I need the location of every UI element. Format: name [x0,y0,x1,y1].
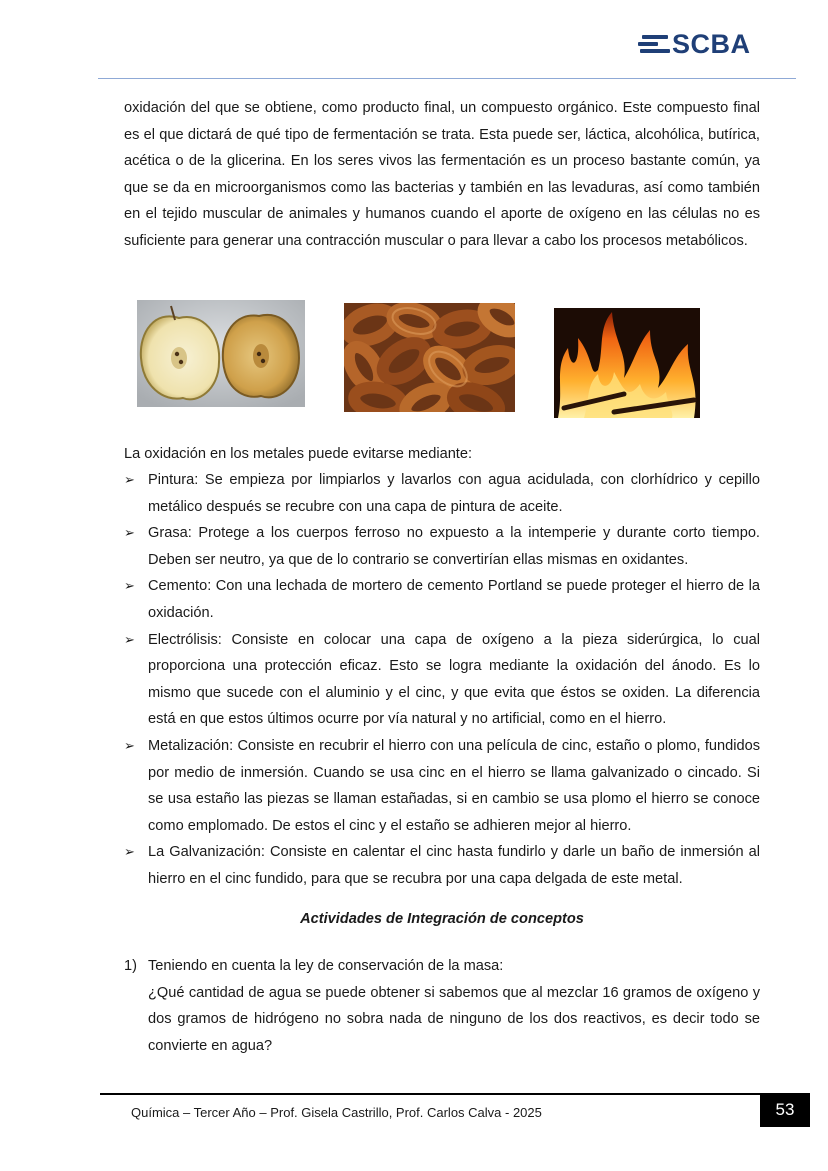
scba-logo [638,29,790,59]
list-item: ➢ Metalización: Consiste en recubrir el hierro con una película de cinc, estaño o plomo, fundidos por medio de inmersión. Cuando se usa cinc en el hierro se llama galvanizado o cincado. Si se usa estaño las piezas se llaman estañadas, si en cambio se usa plomo el hierro se conoce como emplomado. De estos el cinc y el estaño se adhieren mejor al hierro. [124,733,760,839]
arrow-bullet-icon: ➢ [124,472,135,487]
arrow-bullet-icon: ➢ [124,737,135,753]
fire-image [554,308,700,418]
question-text: ¿Qué cantidad de agua se puede obtener si sabemos que al mezclar 16 gramos de oxígeno y dos gramos de hidrógeno no sobra nada de ninguno de los dos reactivos, es decir todo se convierte en agua? [148,984,760,1054]
page-number: 53 [760,1093,810,1127]
arrow-bullet-icon: ➢ [124,844,135,860]
rusty-chain-image [344,303,515,412]
oxidized-apple-image [137,300,305,407]
intro-paragraph: oxidación del que se obtiene, como producto final, un compuesto orgánico. Este compuesto final es el que dictará de qué tipo de fermentación se trata. Esta puede ser, láctica, alcohólica, butírica, acética o de la glicerina. En los seres vivos las fermentación es un proceso bastante común, ya que se da en microorganismos como las bacterias y también en las levaduras, así como también en el tejido muscular de animales y humanos cuando el aporte de oxígeno en las células no es suficiente para generar una contracción muscular o para llevar a cabo los procesos metabólicos. [124,100,760,249]
footer-divider [100,1093,760,1095]
list-item: ➢ Pintura: Se empieza por limpiarlos y lavarlos con agua acidulada, con clorhídrico y cepillo metálico después se recubre con una capa de pintura de aceite. [124,467,760,520]
header-divider [98,78,796,79]
question-number: 1) [124,958,137,974]
prevention-lead: La oxidación en los metales puede evitarse mediante: [124,446,473,462]
logo-wordmark: SCBA [672,29,751,59]
question-intro: Teniendo en cuenta la ley de conservación de la masa: [148,958,504,974]
arrow-bullet-icon: ➢ [124,578,135,594]
prevention-list [124,467,760,893]
list-item: ➢ La Galvanización: Consiste en calentar el cinc hasta fundirlo y darle un baño de inmersión al hierro en el cinc fundido, para que se recubra por una capa delgada de este metal. [124,839,760,892]
list-item: ➢ Grasa: Protege a los cuerpos ferroso no expuesto a la intemperie y durante corto tiempo. Deben ser neutro, ya que de lo contrario se convertirían ellas mismas en oxidantes. [124,520,760,573]
logo-bars-icon [638,35,672,53]
list-item: ➢ Cemento: Con una lechada de mortero de cemento Portland se puede proteger el hierro de la oxidación. [124,573,760,626]
footer-text: Química – Tercer Año – Prof. Gisela Castrillo, Prof. Carlos Calva - 2025 [131,1105,542,1120]
list-item: ➢ Electrólisis: Consiste en colocar una capa de oxígeno a la pieza siderúrgica, lo cual proporciona una protección eficaz. Esto se logra mediante la oxidación del ánodo. Es lo mismo que sucede con el aluminio y el cinc, y que evita que éstos se oxiden. La diferencia está en que estos últimos ocurre por vía natural y no artificial, como en el hierro. [124,627,760,733]
activities-title: Actividades de Integración de conceptos [300,911,584,927]
question-1 [124,953,760,1059]
arrow-bullet-icon: ➢ [124,525,135,541]
arrow-bullet-icon: ➢ [124,631,135,647]
